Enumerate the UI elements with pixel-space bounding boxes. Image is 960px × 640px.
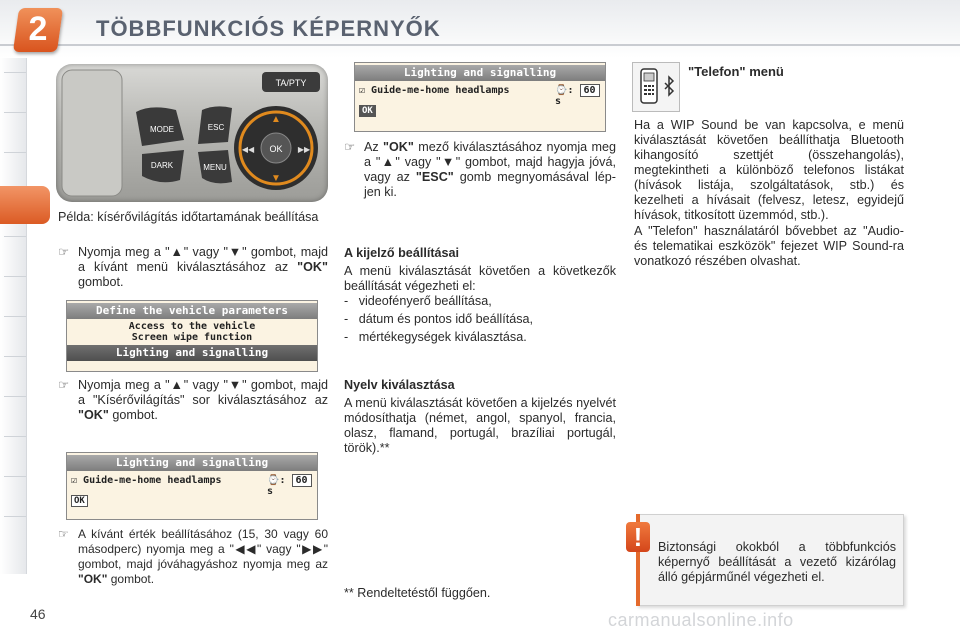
step-3-tail: gombot. — [107, 572, 155, 586]
step-1-text: Nyomja meg a "▲" vagy "▼" gombot, majd a kívánt menü kiválasztásához az — [78, 245, 328, 274]
svg-text:▶▶: ▶▶ — [297, 145, 311, 154]
phone-menu-para-1: Ha a WIP Sound be van kapcsolva, e menü kiválasztását követően beállíthatja Bluetooth kihangosító szettjét (összehangolás), megtekintheti a különböző telefonos listákat (hívások listája, szolgáltatások, stb.) és kezelheti a hívásait (felvesz, letesz, egyidejű hívások, titkosított üzemmód, stb.). — [634, 118, 904, 222]
chapter-tab[interactable] — [4, 72, 26, 97]
esc-label: ESC — [207, 123, 225, 132]
unit: s — [267, 486, 274, 497]
chapter-tab[interactable] — [4, 316, 26, 341]
unit: s — [555, 96, 562, 107]
list-item: - dátum és pontos idő beállítása, — [344, 312, 534, 326]
bullet-arrow-icon: ☞ — [58, 527, 69, 541]
checkbox-item: ☑ Guide-me-home headlamps — [71, 475, 222, 486]
screen-title: Lighting and signalling — [67, 455, 317, 471]
menu-item-selected: Lighting and signalling — [67, 345, 317, 361]
chapter-tab[interactable] — [4, 276, 26, 301]
step-4-text: Az — [364, 140, 384, 154]
screen-lighting-1 — [66, 452, 318, 520]
footnote: ** Rendeltetéstől függően. — [344, 586, 491, 600]
phone-menu-para-2: A "Telefon" használatáról bővebbet az "Audio- és telematikai eszközök" fejezet WIP Sound-ra vonatkozó részében olvashat. — [634, 224, 904, 268]
language-heading: Nyelv kiválasztása — [344, 378, 455, 392]
display-settings-heading: A kijelző beállításai — [344, 246, 460, 260]
bullet-arrow-icon: ☞ — [58, 378, 70, 392]
chapter-tab[interactable] — [4, 236, 26, 261]
menu-item: Screen wipe function — [131, 332, 253, 343]
list-item-text: videofényerő beállítása, — [358, 294, 492, 308]
step-1-tail: gombot. — [78, 275, 124, 289]
chapter-tab[interactable] — [4, 476, 26, 501]
dark-label: DARK — [150, 161, 174, 170]
control-panel-image — [56, 64, 328, 202]
ok-field: OK — [71, 495, 88, 507]
chapter-tab[interactable] — [4, 436, 26, 461]
list-item-text: dátum és pontos idő beállítása, — [358, 312, 534, 326]
value: 60 — [580, 84, 600, 97]
control-panel-drawing — [56, 64, 328, 202]
ok-key: "OK" — [297, 260, 328, 274]
ok-key: "OK" — [78, 572, 108, 586]
chapter-tab[interactable] — [4, 152, 26, 177]
chapter-tabs — [0, 58, 27, 574]
checkbox-item: ☑ Guide-me-home headlamps — [359, 85, 510, 96]
ok-field-selected: OK — [359, 105, 376, 117]
step-2-tail: gombot. — [108, 408, 158, 422]
phone-bluetooth-icon — [632, 62, 680, 112]
screen-vehicle-parameters — [66, 300, 318, 372]
mode-label: MODE — [150, 125, 174, 134]
bullet-arrow-icon: ☞ — [344, 140, 356, 154]
step-4-text-2: mező kiválasztásához nyomja meg a "▲" vagy "▼" gombot, majd hagyja jóvá, vagy az — [364, 140, 616, 184]
chapter-tab[interactable] — [4, 356, 26, 381]
item-label: Guide-me-home headlamps — [83, 475, 222, 486]
svg-text:▼: ▼ — [271, 173, 281, 184]
page-number: 46 — [30, 606, 46, 622]
phone-menu-heading: "Telefon" menü — [688, 64, 784, 79]
screen-title: Define the vehicle parameters — [67, 303, 317, 319]
step-3 — [58, 527, 330, 587]
chapter-tab-active[interactable] — [0, 186, 50, 224]
warning-icon: ! — [626, 522, 650, 552]
svg-text:◀◀: ◀◀ — [241, 145, 255, 154]
watermark: carmanualsonline.info — [608, 610, 794, 630]
screen-title: Lighting and signalling — [355, 65, 605, 81]
safety-warning-text: Biztonsági okokból a többfunkciós képernyő beállítását a vezető kizárólag álló gépjárműnél végezheti el. — [658, 540, 896, 584]
list-item: - videofényerő beállítása, — [344, 294, 492, 308]
bullet-arrow-icon: ☞ — [58, 245, 70, 259]
value: 60 — [292, 474, 312, 487]
ok-label: OK — [269, 144, 283, 154]
chapter-tab[interactable] — [4, 516, 26, 541]
language-text: A menü kiválasztását követően a kijelzés nyelvét módosíthatja (német, angol, spanyol, francia, olasz, flamand, portugál, brazíliai portugál, török).** — [344, 396, 616, 455]
list-item: - mértékegységek kiválasztása. — [344, 330, 527, 344]
step-4-tail: gomb megnyomásával lépjen ki. — [364, 170, 616, 199]
value-field: ⌚: 60 s — [555, 85, 605, 107]
step-3-text: A kívánt érték beállításához (15, 30 vagy 60 másodperc) nyomja meg a "◀◀" vagy "▶▶" gombot, majd jóváhagyáshoz nyomja meg az — [78, 527, 328, 571]
step-2 — [58, 378, 330, 428]
chapter-number: 2 — [28, 10, 48, 48]
svg-text:▲: ▲ — [271, 114, 281, 125]
step-2-text: Nyomja meg a "▲" vagy "▼" gombot, majd a "Kísérővilágítás" sor kiválasztásához az — [78, 378, 328, 407]
menu-item: Access to the vehicle — [128, 321, 256, 332]
ok-key: "OK" — [78, 408, 109, 422]
page-title: TÖBBFUNKCIÓS KÉPERNYŐK — [96, 16, 441, 41]
ta-pty-label: TA/PTY — [275, 78, 307, 88]
screen-lighting-2 — [354, 62, 606, 132]
esc-key: "ESC" — [415, 170, 454, 184]
ok-key: "OK" — [383, 140, 414, 154]
chapter-tab[interactable] — [4, 112, 26, 137]
step-4 — [344, 140, 616, 206]
item-label: Guide-me-home headlamps — [371, 85, 510, 96]
chapter-tab[interactable] — [4, 396, 26, 421]
panel-caption: Példa: kísérővilágítás időtartamának beállítása — [58, 210, 319, 224]
display-settings-list — [344, 294, 616, 345]
display-settings-intro: A menü kiválasztását követően a következők beállítását végezheti el: — [344, 264, 616, 293]
header-divider — [0, 44, 960, 46]
step-1 — [58, 245, 330, 295]
list-item-text: mértékegységek kiválasztása. — [358, 330, 527, 344]
value-field: ⌚: 60 s — [267, 475, 317, 497]
menu-label: MENU — [203, 163, 227, 172]
